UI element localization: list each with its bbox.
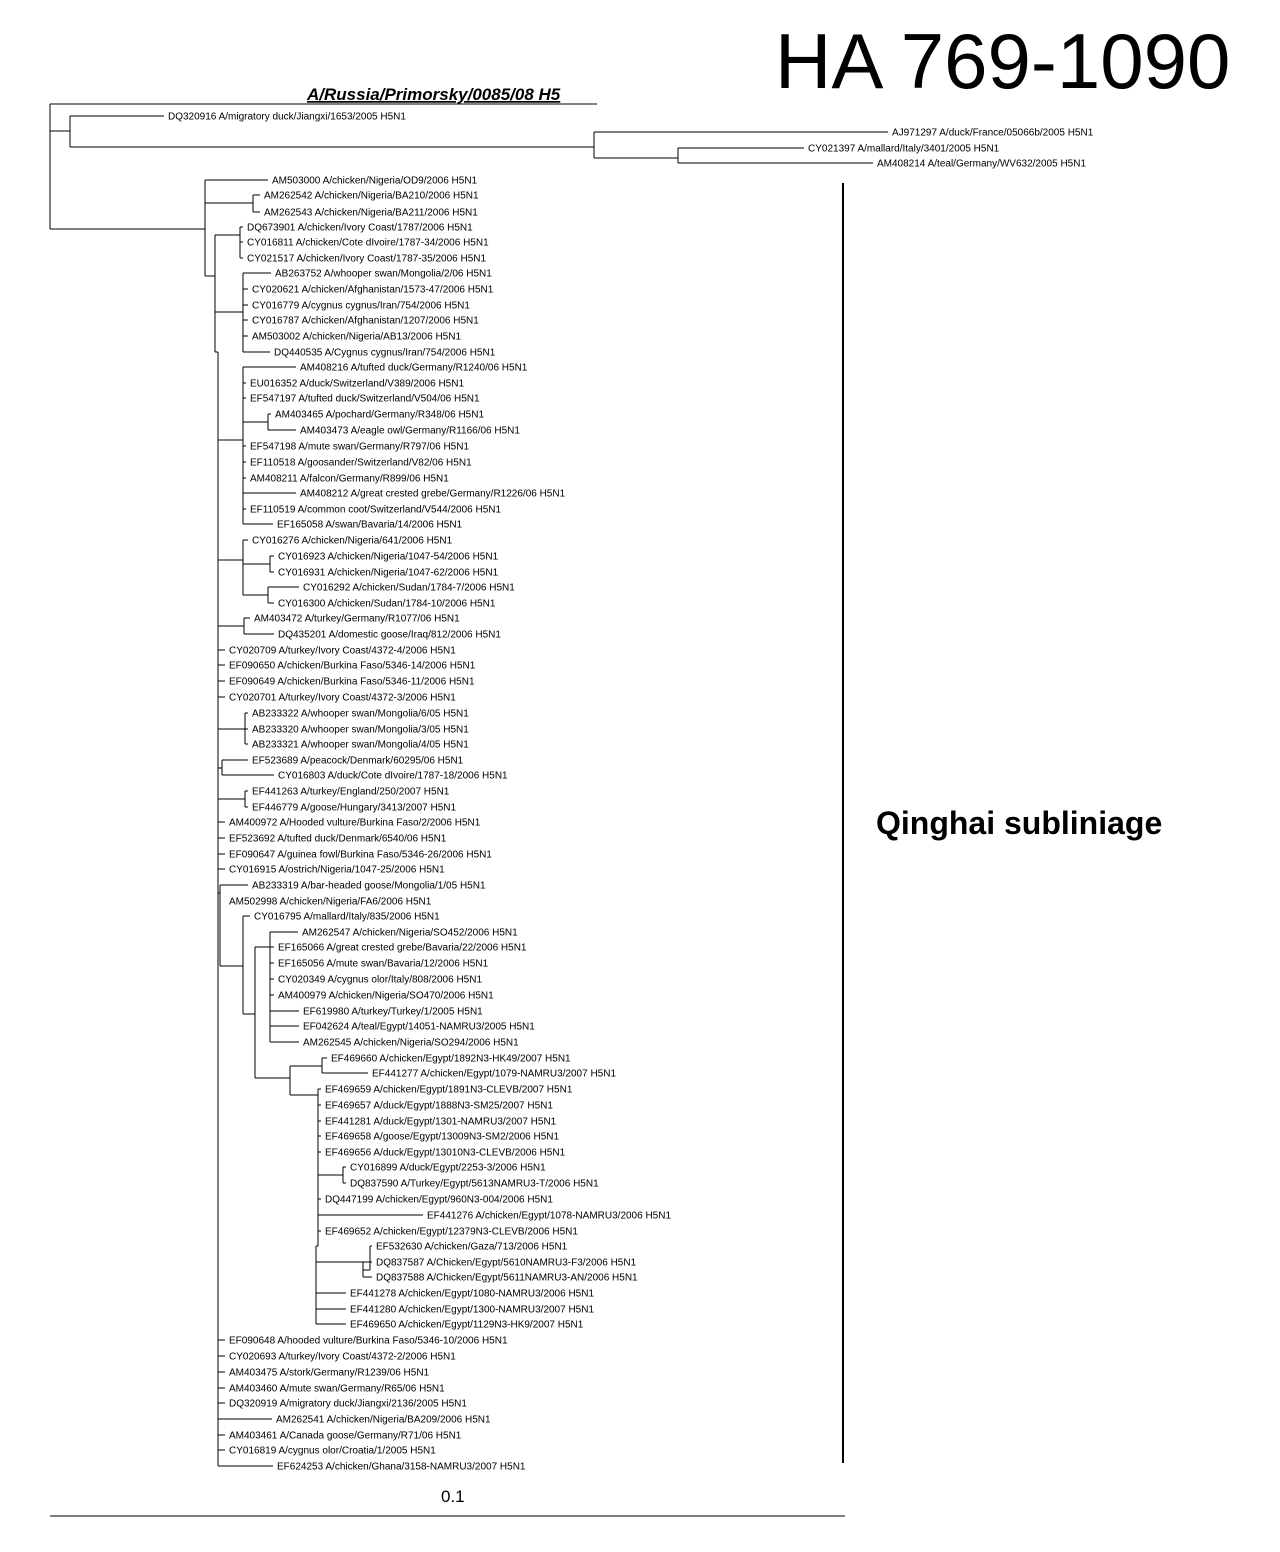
leaf-label: EF441276 A/chicken/Egypt/1078-NAMRU3/2006 H5N1 xyxy=(427,1210,672,1222)
leaf-label: CY016300 A/chicken/Sudan/1784-10/2006 H5N1 xyxy=(278,598,496,610)
leaf-label: DQ320919 A/migratory duck/Jiangxi/2136/2005 H5N1 xyxy=(229,1398,467,1410)
leaf-label: AB233321 A/whooper swan/Mongolia/4/05 H5N1 xyxy=(252,739,469,751)
leaf-label: CY016811 A/chicken/Cote dIvoire/1787-34/2006 H5N1 xyxy=(247,237,489,249)
leaf-label: EU016352 A/duck/Switzerland/V389/2006 H5N1 xyxy=(250,378,465,390)
figure-title: HA 769-1090 xyxy=(775,17,1231,105)
leaf-label: AM262543 A/chicken/Nigeria/BA211/2006 H5N1 xyxy=(264,207,478,219)
leaf-label: CY020621 A/chicken/Afghanistan/1573-47/2006 H5N1 xyxy=(252,284,494,296)
leaf-label: AM408212 A/great crested grebe/Germany/R1226/06 H5N1 xyxy=(300,488,566,500)
leaf-label: DQ837588 A/Chicken/Egypt/5611NAMRU3-AN/2006 H5N1 xyxy=(376,1272,638,1284)
leaf-label: AM403460 A/mute swan/Germany/R65/06 H5N1 xyxy=(229,1383,445,1395)
leaf-label: DQ435201 A/domestic goose/Iraq/812/2006 H5N1 xyxy=(278,629,501,641)
leaf-label: CY016779 A/cygnus cygnus/Iran/754/2006 H5N1 xyxy=(252,300,470,312)
leaf-label: AB233320 A/whooper swan/Mongolia/3/05 H5N1 xyxy=(252,724,469,736)
leaf-label: DQ447199 A/chicken/Egypt/960N3-004/2006 H5N1 xyxy=(325,1194,553,1206)
leaf-label: CY016931 A/chicken/Nigeria/1047-62/2006 H5N1 xyxy=(278,567,499,579)
leaf-label: EF469650 A/chicken/Egypt/1129N3-HK9/2007 H5N1 xyxy=(350,1319,584,1331)
leaf-label: EF090647 A/guinea fowl/Burkina Faso/5346-26/2006 H5N1 xyxy=(229,849,492,861)
leaf-label: AM400979 A/chicken/Nigeria/SO470/2006 H5N1 xyxy=(278,990,494,1002)
leaf-label: EF042624 A/teal/Egypt/14051-NAMRU3/2005 H5N1 xyxy=(303,1021,535,1033)
leaf-label: EF110519 A/common coot/Switzerland/V544/2006 H5N1 xyxy=(250,504,502,516)
leaf-label: CY020709 A/turkey/Ivory Coast/4372-4/2006 H5N1 xyxy=(229,645,456,657)
leaf-label: CY020693 A/turkey/Ivory Coast/4372-2/2006 H5N1 xyxy=(229,1351,456,1363)
leaf-label: AM262541 A/chicken/Nigeria/BA209/2006 H5N1 xyxy=(276,1414,491,1426)
leaf-label: EF469658 A/goose/Egypt/13009N3-SM2/2006 H5N1 xyxy=(325,1131,560,1143)
leaf-label: DQ837590 A/Turkey/Egypt/5613NAMRU3-T/2006 H5N1 xyxy=(350,1178,599,1190)
leaf-label: EF441263 A/turkey/England/250/2007 H5N1 xyxy=(252,786,450,798)
leaf-label: EF165056 A/mute swan/Bavaria/12/2006 H5N1 xyxy=(278,958,489,970)
leaf-label: EF469659 A/chicken/Egypt/1891N3-CLEVB/2007 H5N1 xyxy=(325,1084,573,1096)
leaf-label: AM262545 A/chicken/Nigeria/SO294/2006 H5N1 xyxy=(303,1037,519,1049)
leaf-label: EF547197 A/tufted duck/Switzerland/V504/06 H5N1 xyxy=(250,393,480,405)
leaf-label: CY016923 A/chicken/Nigeria/1047-54/2006 H5N1 xyxy=(278,551,499,563)
leaf-label: DQ837587 A/Chicken/Egypt/5610NAMRU3-F3/2006 H5N1 xyxy=(376,1257,637,1269)
leaf-label: AM503000 A/chicken/Nigeria/OD9/2006 H5N1 xyxy=(272,175,478,187)
leaf-label: AM408211 A/falcon/Germany/R899/06 H5N1 xyxy=(250,473,449,485)
leaf-label: AM403473 A/eagle owl/Germany/R1166/06 H5N1 xyxy=(300,425,520,437)
leaf-label: EF446779 A/goose/Hungary/3413/2007 H5N1 xyxy=(252,802,457,814)
leaf-label: CY016787 A/chicken/Afghanistan/1207/2006 H5N1 xyxy=(252,315,479,327)
leaf-label: AB233319 A/bar-headed goose/Mongolia/1/05 H5N1 xyxy=(252,880,486,892)
leaf-label: CY021397 A/mallard/Italy/3401/2005 H5N1 xyxy=(808,143,1000,155)
leaf-label: CY016915 A/ostrich/Nigeria/1047-25/2006 H5N1 xyxy=(229,864,445,876)
leaf-label: EF469656 A/duck/Egypt/13010N3-CLEVB/2006 H5N1 xyxy=(325,1147,566,1159)
leaf-label: AM408214 A/teal/Germany/WV632/2005 H5N1 xyxy=(877,158,1087,170)
leaf-label: AM262547 A/chicken/Nigeria/SO452/2006 H5N1 xyxy=(302,927,518,939)
leaf-label: CY016795 A/mallard/Italy/835/2006 H5N1 xyxy=(254,911,440,923)
leaf-label: AM403475 A/stork/Germany/R1239/06 H5N1 xyxy=(229,1367,430,1379)
leaf-label: EF110518 A/goosander/Switzerland/V82/06 H5N1 xyxy=(250,457,472,469)
leaf-label: CY016276 A/chicken/Nigeria/641/2006 H5N1 xyxy=(252,535,453,547)
leaf-label: EF441280 A/chicken/Egypt/1300-NAMRU3/2007 H5N1 xyxy=(350,1304,595,1316)
leaf-label: EF624253 A/chicken/Ghana/3158-NAMRU3/2007 H5N1 xyxy=(277,1461,526,1473)
leaf-label: EF469652 A/chicken/Egypt/12379N3-CLEVB/2006 H5N1 xyxy=(325,1226,578,1238)
root-label: A/Russia/Primorsky/0085/08 H5 xyxy=(307,85,561,104)
leaf-label: AM400972 A/Hooded vulture/Burkina Faso/2/2006 H5N1 xyxy=(229,817,481,829)
leaf-label: EF523692 A/tufted duck/Denmark/6540/06 H5N1 xyxy=(229,833,447,845)
leaf-label: DQ673901 A/chicken/Ivory Coast/1787/2006 H5N1 xyxy=(247,222,473,234)
leaf-label: EF441278 A/chicken/Egypt/1080-NAMRU3/2006 H5N1 xyxy=(350,1288,595,1300)
scale-label: 0.1 xyxy=(441,1487,465,1506)
leaf-label: DQ440535 A/Cygnus cygnus/Iran/754/2006 H5N1 xyxy=(274,347,496,359)
leaf-label: CY020349 A/cygnus olor/Italy/808/2006 H5N1 xyxy=(278,974,483,986)
leaf-label: EF090649 A/chicken/Burkina Faso/5346-11/2006 H5N1 xyxy=(229,676,475,688)
leaf-labels xyxy=(168,112,1094,1473)
leaf-label: EF165058 A/swan/Bavaria/14/2006 H5N1 xyxy=(277,519,463,531)
leaf-label: EF165066 A/great crested grebe/Bavaria/22/2006 H5N1 xyxy=(278,942,527,954)
leaf-label: AB263752 A/whooper swan/Mongolia/2/06 H5N1 xyxy=(275,268,492,280)
leaf-label: DQ320916 A/migratory duck/Jiangxi/1653/2005 H5N1 xyxy=(168,111,406,123)
leaf-label: AM262542 A/chicken/Nigeria/BA210/2006 H5N1 xyxy=(264,190,479,202)
leaf-label: EF469657 A/duck/Egypt/1888N3-SM25/2007 H5N1 xyxy=(325,1100,553,1112)
leaf-label: AM502998 A/chicken/Nigeria/FA6/2006 H5N1 xyxy=(229,896,432,908)
leaf-label: AM408216 A/tufted duck/Germany/R1240/06 H5N1 xyxy=(300,362,528,374)
leaf-label: EF532630 A/chicken/Gaza/713/2006 H5N1 xyxy=(376,1241,568,1253)
leaf-label: AM403472 A/turkey/Germany/R1077/06 H5N1 xyxy=(254,613,460,625)
leaf-label: EF523689 A/peacock/Denmark/60295/06 H5N1 xyxy=(252,755,464,767)
leaf-label: CY016819 A/cygnus olor/Croatia/1/2005 H5N1 xyxy=(229,1445,436,1457)
leaf-label: EF090650 A/chicken/Burkina Faso/5346-14/2006 H5N1 xyxy=(229,660,476,672)
leaf-label: CY016803 A/duck/Cote dIvoire/1787-18/2006 H5N1 xyxy=(278,770,508,782)
leaf-label: AJ971297 A/duck/France/05066b/2005 H5N1 xyxy=(892,127,1094,139)
leaf-label: EF441277 A/chicken/Egypt/1079-NAMRU3/2007 H5N1 xyxy=(372,1068,617,1080)
leaf-label: CY016899 A/duck/Egypt/2253-3/2006 H5N1 xyxy=(350,1162,546,1174)
leaf-label: AM403461 A/Canada goose/Germany/R71/06 H5N1 xyxy=(229,1430,462,1442)
leaf-label: AM503002 A/chicken/Nigeria/AB13/2006 H5N1 xyxy=(252,331,462,343)
leaf-label: EF441281 A/duck/Egypt/1301-NAMRU3/2007 H5N1 xyxy=(325,1116,557,1128)
leaf-label: EF547198 A/mute swan/Germany/R797/06 H5N1 xyxy=(250,441,470,453)
leaf-label: EF469660 A/chicken/Egypt/1892N3-HK49/2007 H5N1 xyxy=(331,1053,571,1065)
leaf-label: CY020701 A/turkey/Ivory Coast/4372-3/2006 H5N1 xyxy=(229,692,456,704)
leaf-label: CY021517 A/chicken/Ivory Coast/1787-35/2006 H5N1 xyxy=(247,253,487,265)
leaf-label: AM403465 A/pochard/Germany/R348/06 H5N1 xyxy=(275,409,485,421)
leaf-label: EF619980 A/turkey/Turkey/1/2005 H5N1 xyxy=(303,1006,483,1018)
clade-label: Qinghai subliniage xyxy=(876,805,1163,841)
leaf-label: AB233322 A/whooper swan/Mongolia/6/05 H5N1 xyxy=(252,708,469,720)
leaf-label: EF090648 A/hooded vulture/Burkina Faso/5346-10/2006 H5N1 xyxy=(229,1335,508,1347)
leaf-label: CY016292 A/chicken/Sudan/1784-7/2006 H5N1 xyxy=(303,582,515,594)
